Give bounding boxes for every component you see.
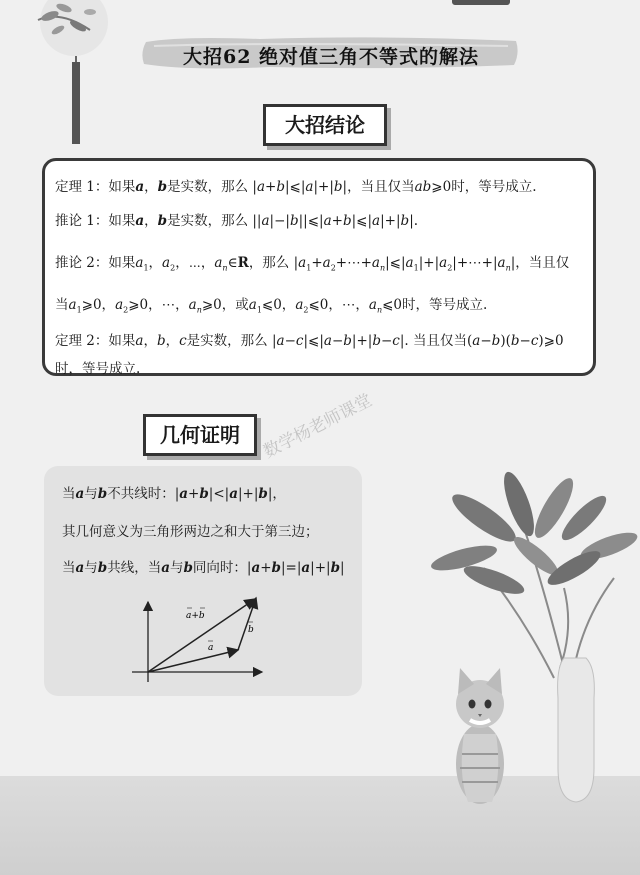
title-banner: [140, 34, 522, 72]
watermark: 数学杨老师课堂: [260, 390, 376, 463]
theorem-2-line-2: 时，等号成立.: [55, 361, 141, 377]
top-tab: [452, 0, 510, 5]
theorem-box: [42, 158, 596, 376]
proof-line-2: 其几何意义为三角形两边之和大于第三边；: [62, 524, 319, 540]
section-label-conclusion: 大招结论: [263, 104, 387, 146]
vector-diagram: [128, 594, 268, 686]
label-a: a: [208, 643, 214, 653]
vector-a: [148, 650, 238, 672]
page-title: 大招62 绝对值三角不等式的解法: [182, 46, 480, 68]
theorem-1-line: 定理 1：如果a，b是实数，那么 |a+b|⩽|a|+|b|，当且仅当ab⩾0时，等号成立.: [55, 179, 537, 195]
vector-b: [238, 598, 256, 650]
corollary-2-line-2: 当$a_1⩾0$，$a_2⩾0$，⋯，$a_n⩾0$，或$a_1⩽0$，$a_2⩽0$，⋯，$a_n⩽0$时，等号成立.: [55, 297, 488, 315]
cat-illustration: [446, 664, 516, 808]
vector-a-plus-b: [148, 599, 255, 672]
section-label-geometry: 几何证明: [143, 414, 257, 456]
geometric-proof-box: [44, 466, 362, 696]
proof-line-3: 当a与b共线，当a与b同向时：|a+b|=|a|+|b|: [62, 560, 345, 576]
corollary-1-line: 推论 1：如果a，b是实数，那么 ||a|−|b||⩽|a+b|⩽|a|+|b|.: [55, 213, 419, 229]
label-b: b: [248, 625, 254, 635]
moon-lantern-decoration: [30, 0, 120, 150]
theorem-2-line-1: 定理 2：如果a，b，c是实数，那么 |a−c|⩽|a−b|+|b−c|. 当且仅当(a−b)(b−c)⩾0: [55, 333, 564, 349]
corollary-2-line-1: 推论 2：如果$a_1$，$a_2$，⋯，$a_n\in R$，那么 $|a_1+a_2+\cdots+a_n|⩽|a_1|+|a_2|+\cdots+|a_n|$，当且仅: [55, 255, 570, 273]
label-a-plus-b: a+b: [186, 611, 205, 621]
proof-line-1: 当a与b不共线时：|a+b|<|a|+|b|，: [62, 486, 286, 502]
